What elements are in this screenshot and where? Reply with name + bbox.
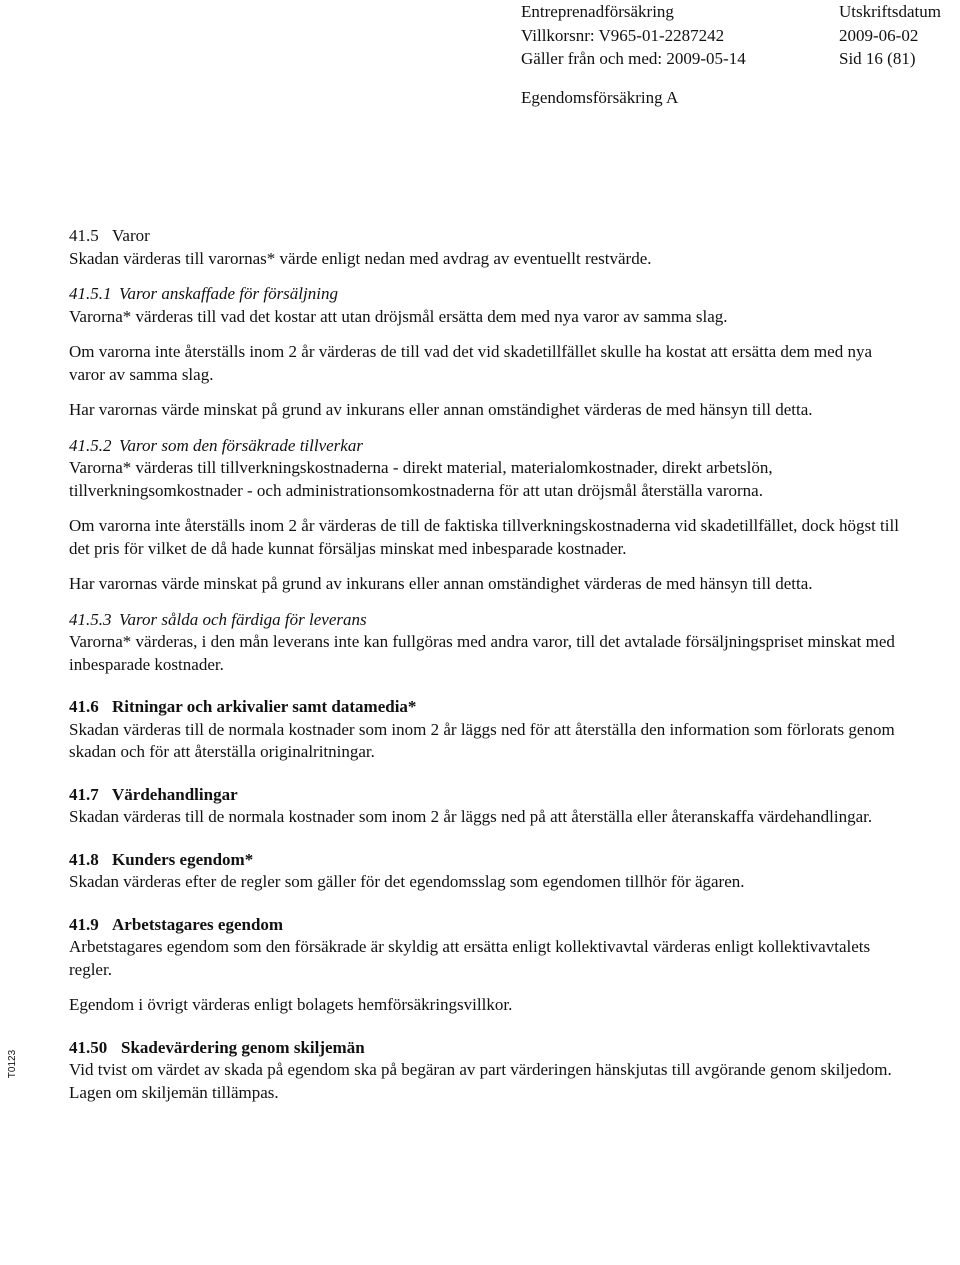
section-paragraph: Skadan värderas till varornas* värde enligt nedan med avdrag av eventuellt restvärde.	[69, 248, 652, 268]
subsection-title: Varor som den försäkrade tillverkar	[119, 435, 363, 455]
section-title: Skadevärdering genom skiljemän	[121, 1037, 365, 1057]
section-number: 41.7	[69, 784, 99, 804]
section-number: 41.9	[69, 914, 99, 934]
paragraph: Egendom i övrigt värderas enligt bolagets hemförsäkringsvillkor.	[69, 995, 513, 1014]
paragraph: Om varorna inte återställs inom 2 år värderas de till vad det vid skadetillfället skulle ha kostat att ersätta dem med nya varor av samma slag.	[69, 342, 872, 384]
section-heading	[69, 914, 899, 937]
section-41-5	[69, 225, 899, 270]
paragraph: Har varornas värde minskat på grund av inkurans eller annan omständighet värderas de med hänsyn till detta.	[69, 400, 813, 419]
section-heading	[69, 849, 899, 872]
section-number: 41.5	[69, 226, 99, 245]
subsection-number: 41.5.1	[69, 284, 112, 303]
page-number: Sid 16 (81)	[839, 49, 916, 68]
section-paragraph: Varorna* värderas, i den mån leverans inte kan fullgöras med andra varor, till det avtalade försäljningspriset minskat med inbesparade kostnader.	[69, 632, 895, 674]
section-title: Kunders egendom*	[112, 849, 254, 869]
header-row-2	[521, 24, 951, 48]
section-number: 41.8	[69, 849, 99, 869]
section-paragraph: Skadan värderas efter de regler som gäller för det egendomsslag som egendomen tillhör för ägaren.	[69, 872, 745, 891]
paragraph: Om varorna inte återställs inom 2 år värderas de till de faktiska tillverkningskostnaderna vid skadetillfället, dock högst till det pris för vilket de då hade kunnat försäljas minskat med inbesparade kostnader.	[69, 516, 899, 558]
subsection-number: 41.5.2	[69, 435, 112, 455]
section-paragraph: Varorna* värderas till tillverkningskostnaderna - direkt material, materialomkostnader, direkt arbetslön, tillverkningsomkostnader - och administrationsomkostnaderna för att utan dröjsmål återställa varorna.	[69, 458, 773, 500]
section-41-9	[69, 914, 899, 982]
section-heading	[69, 225, 899, 248]
header-row-1	[521, 0, 951, 24]
section-title: Varor	[112, 226, 150, 245]
side-form-code: T0123	[7, 1049, 18, 1079]
valid-from: Gäller från och med: 2009-05-14	[521, 49, 746, 68]
section-number: 41.50	[69, 1037, 108, 1057]
section-title: Ritningar och arkivalier samt datamedia*	[112, 697, 417, 716]
section-heading	[69, 1037, 899, 1060]
document-body	[69, 225, 899, 1117]
section-paragraph: Vid tvist om värdet av skada på egendom ska på begäran av part värderingen hänskjutas till avgörande genom skiljedom. Lagen om skiljemän tillämpas.	[69, 1060, 892, 1102]
policy-number: Villkorsnr: V965-01-2287242	[521, 25, 725, 45]
print-date: 2009-06-02	[839, 25, 919, 45]
section-paragraph: Arbetstagares egendom som den försäkrade är skyldig att ersätta enligt kollektivavtal värderas enligt kollektivavtalets regler.	[69, 937, 871, 979]
subsection-number: 41.5.3	[69, 609, 112, 629]
print-date-label: Utskriftsdatum	[839, 2, 941, 21]
section-heading	[69, 784, 899, 807]
header-row-3	[521, 47, 951, 71]
section-paragraph: Skadan värderas till de normala kostnader som inom 2 år läggs ned för att återställa den information som förlorats genom skadan och för att återställa originalritningar.	[69, 719, 895, 761]
subsection-heading	[69, 609, 899, 632]
section-41-6	[69, 696, 899, 764]
page-header	[521, 0, 951, 109]
section-title: Arbetstagares egendom	[112, 914, 284, 934]
section-41-7	[69, 784, 899, 829]
section-heading	[69, 696, 899, 719]
section-title: Värdehandlingar	[112, 784, 238, 804]
section-number: 41.6	[69, 697, 99, 716]
section-41-5-1	[69, 283, 899, 328]
subsection-title: Varor sålda och färdiga för leverans	[119, 609, 367, 629]
section-paragraph: Skadan värderas till de normala kostnader som inom 2 år läggs ned på att återställa eller återanskaffa värdehandlingar.	[69, 807, 873, 826]
section-41-50	[69, 1037, 899, 1105]
document-name: Entreprenadförsäkring	[521, 2, 674, 21]
section-paragraph: Varorna* värderas till vad det kostar att utan dröjsmål ersätta dem med nya varor av samma slag.	[69, 306, 728, 326]
subsection-heading	[69, 283, 899, 306]
paragraph: Har varornas värde minskat på grund av inkurans eller annan omständighet värderas de med hänsyn till detta.	[69, 574, 813, 593]
section-41-8	[69, 849, 899, 894]
section-41-5-3	[69, 609, 899, 677]
subsection-heading	[69, 435, 899, 458]
subsection-title: Varor anskaffade för försäljning	[119, 284, 338, 303]
document-type: Egendomsförsäkring A	[521, 87, 679, 107]
section-41-5-2	[69, 435, 899, 503]
